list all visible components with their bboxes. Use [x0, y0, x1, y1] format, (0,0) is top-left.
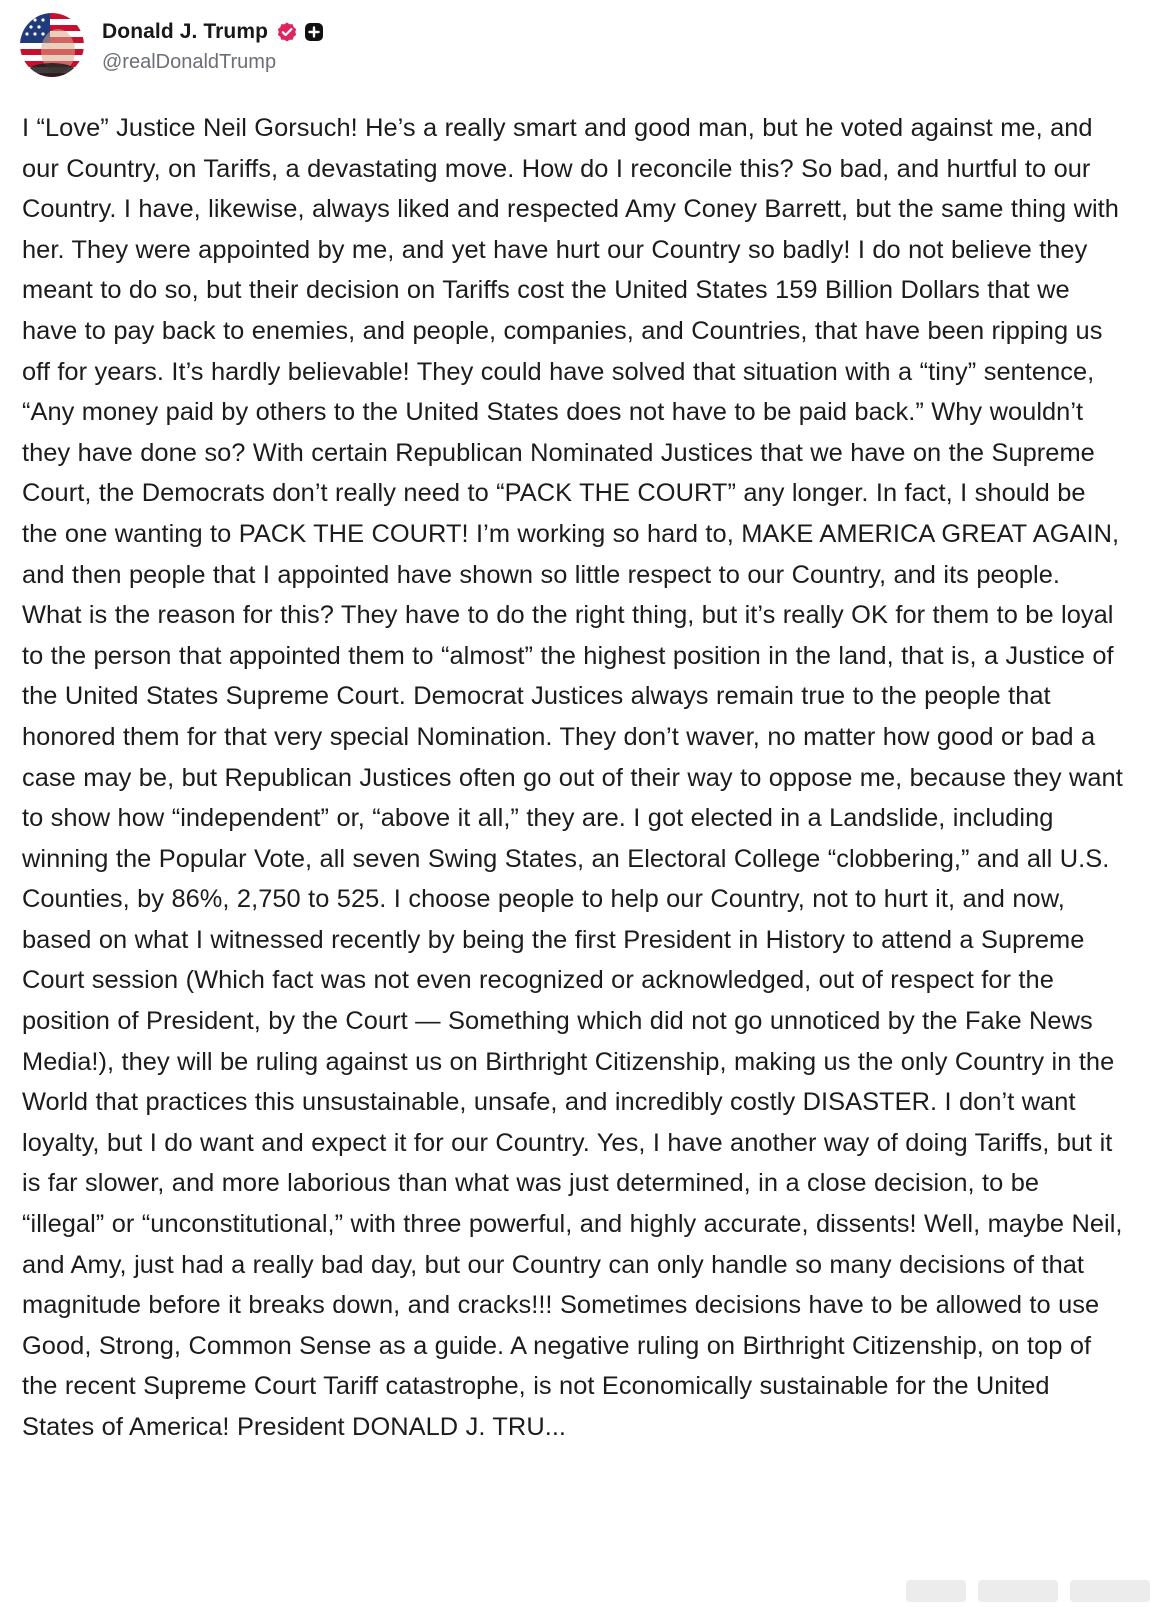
display-name[interactable]: Donald J. Trump — [102, 19, 269, 43]
avatar[interactable] — [20, 13, 84, 77]
author-handle[interactable]: @realDonaldTrump — [102, 50, 277, 73]
post-text: I “Love” Justice Neil Gorsuch! He’s a really smart and good man, but he voted against me, and our Country, on Tariffs, a devastating move. How do I reconcile this? So bad, and hurtful to our Country. I have, likewise, always liked and respected Amy Coney Barrett, but the same thing with her. They were appointed by me, and yet have hurt our Country so badly! I do not believe they meant to do so, but their decision on Tariffs cost the United States 159 Billion Dollars that we have to pay back to enemies, and people, companies, and Countries, that have been ripping us off for years. It’s hardly believable! They could have solved that situation with a “tiny” sentence, “Any money paid by others to the United States does not have to be paid back.” Why wouldn’t they have done so? With certain Republican Nominated Justices that we have on the Supreme Court, the Democrats don’t really need to “PACK THE COURT” any longer. In fact, I should be the one wanting to PACK THE COURT! I’m working so hard to, MAKE AMERICA GREAT AGAIN, and then people that I appointed have shown so little respect to our Country, and its people. What is the reason for this? They have to do the right thing, but it’s really OK for them to be loyal to the person that appointed them to “almost” the highest position in the land, that is, a Justice of the United States Supreme Court. Democrat Justices always remain true to the people that honored them for that very special Nomination. They don’t waver, no matter how good or bad a case may be, but Republican Justices often go out of their way to oppose me, because they want to show how “independent” or, “above it all,” they are. I got elected in a Landslide, including winning the Popular Vote, all seven Swing States, an Electoral College “clobbering,” and all U.S. Counties, by 86%, 2,750 to 525. I choose people to help our Country, not to hurt it, and now, based on what I witnessed recently by being the first President in History to attend a Supreme Court session (Which fact was not even recognized or acknowledged, out of respect for the position of President, by the Court — Something which did not go unnoticed by the Fake News Media!), they will be ruling against us on Birthright Citizenship, making us the only Country in the World that practices this unsustainable, unsafe, and incredibly costly DISASTER. I don’t want loyalty, but I do want and expect it for our Country. Yes, I have another way of doing Tariffs, but it is far slower, and more laborious than what was just determined, in a close decision, to be “illegal” or “unconstitutional,” with three powerful, and highly accurate, dissents! Well, maybe Neil, and Amy, just had a really bad day, but our Country can only handle so many decisions of that magnitude before it breaks down, and cracks!!! Sometimes decisions have to be allowed to use Good, Strong, Common Sense as a guide. A negative ruling on Birthright Citizenship, on top of the recent Supreme Court Tariff catastrophe, is not Economically sustainable for the United States of America! President DONALD J. TRU... — [22, 114, 1123, 1441]
name-row — [102, 17, 324, 47]
watermark — [906, 1568, 1156, 1608]
verified-badge-icon — [276, 21, 298, 43]
flag-face-avatar-icon — [20, 13, 84, 77]
author-identity — [102, 17, 324, 74]
plus-badge-icon — [304, 22, 324, 42]
post-header — [20, 12, 324, 78]
